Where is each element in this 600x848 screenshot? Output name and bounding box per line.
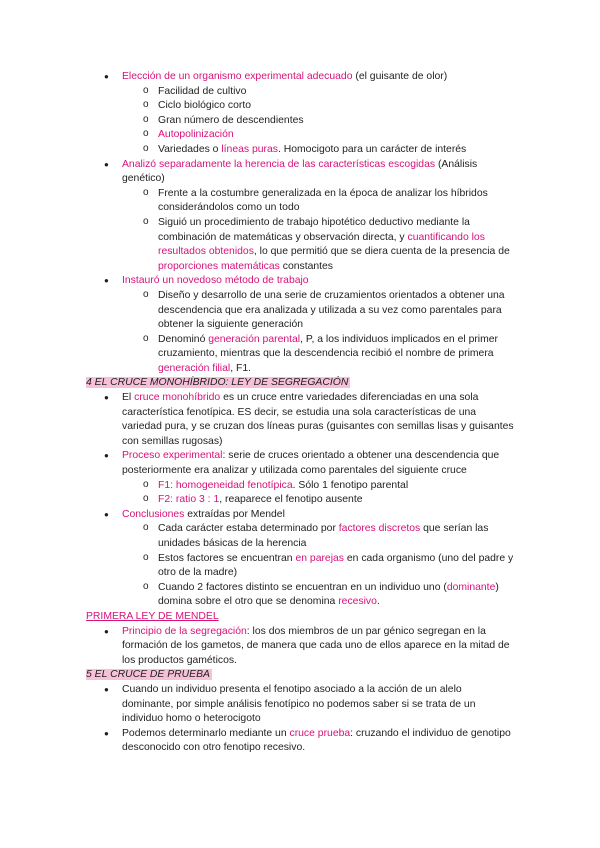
body-text: : serie de cruces orientado a obtener una descendencia que posteriormente era analizar y utilizada como parentales del siguiente cruce [122, 450, 500, 477]
heading-text: PRIMERA LEY DE MENDEL [86, 610, 219, 622]
bullet-cuando [0, 683, 600, 727]
body-text: : cruzando el individuo de genotipo desconocido con otro fenotipo recesivo. [122, 727, 511, 754]
section-heading-cruce-prueba [86, 668, 600, 683]
section-heading-monohibrido [86, 376, 600, 391]
body-text: es un cruce entre variedades diferenciadas en una sola característica fenotípica. ES decir, se estudia una sola características de una variedad pura, y se cruzan dos líneas puras (guisantes con semillas lisas y guisantes con semillas rugosas) [122, 392, 514, 447]
body-text: Frente a la costumbre generalizada en la época de analizar los híbridos considerándolos como un todo [158, 187, 488, 214]
body-text: , reaparece el fenotipo ausente [219, 494, 363, 506]
highlight-text: F2: ratio 3 : 1 [158, 494, 220, 506]
body-text: ) domina sobre el otro que se denomina [158, 581, 499, 608]
bullet-proceso [0, 449, 600, 478]
bullet-principio [0, 625, 600, 669]
body-text: Denominó [158, 333, 209, 345]
bullet-organismo [0, 70, 600, 85]
highlight-text: cruce monohíbrido [134, 392, 221, 404]
subitem-cultivo [0, 85, 600, 100]
body-text: Variedades o [158, 143, 222, 155]
subitem-factores [0, 522, 600, 551]
subitem-siguio [0, 216, 600, 274]
highlight-text: factores discretos [338, 523, 421, 535]
subitem-f1 [0, 479, 600, 494]
body-text: . Sólo 1 fenotipo parental [292, 479, 409, 491]
highlight-text: Elección de un organismo experimental adecuado [122, 71, 353, 82]
body-text: . [376, 596, 380, 608]
highlight-text: Principio de la segregación [122, 625, 247, 637]
subitem-parejas [0, 552, 600, 581]
body-text: constantes [279, 260, 333, 272]
bullet-conclusiones [0, 508, 600, 523]
subitem-dominante [0, 581, 600, 610]
body-text: (Análisis genético) [122, 158, 478, 185]
body-text: Podemos determinarlo mediante un [122, 727, 290, 739]
subitem-variedades [0, 143, 600, 158]
bullet-podemos [0, 727, 600, 756]
body-text: en cada organismo (uno del padre y otro de la madre) [158, 552, 514, 579]
body-text: Ciclo biológico corto [158, 100, 251, 112]
highlight-text: recesivo [338, 596, 377, 608]
body-text: (el guisante de olor) [352, 71, 448, 82]
highlight-text: cuantificando los resultados obtenidos [158, 231, 485, 258]
body-text: Siguió un procedimiento de trabajo hipotético deductivo mediante la combinación de matemáticas y observación directa, y [158, 216, 470, 243]
body-text: Gran número de descendientes [158, 114, 304, 126]
heading-text: 5 EL CRUCE DE PRUEBA [86, 669, 210, 681]
document-page [0, 70, 600, 756]
body-text: , F1. [230, 362, 251, 374]
body-text: , P, a los individuos implicados en el primer cruzamiento, mientras que la descendencia recibió el nombre de primera [158, 333, 499, 360]
bullet-instauro [0, 274, 600, 289]
body-text: El [122, 392, 135, 404]
subitem-ciclo [0, 99, 600, 114]
subitem-frente [0, 187, 600, 216]
body-text: Estos factores se encuentran [158, 552, 296, 564]
body-text: Cuando 2 factores distinto se encuentran en un individuo uno ( [158, 581, 447, 593]
subitem-diseno [0, 289, 600, 333]
subitem-descendientes [0, 114, 600, 129]
subitem-autopolinizacion [0, 128, 600, 143]
highlight-text: generación filial [158, 362, 231, 374]
subitem-denomino [0, 333, 600, 377]
body-text: Cada carácter estaba determinado por [158, 523, 339, 535]
highlight-text: proporciones matemáticas [158, 260, 280, 272]
highlight-text: Analizó separadamente la herencia de las características escogidas [122, 158, 436, 170]
highlight-text: dominante [446, 581, 496, 593]
highlight-text: Autopolinización [158, 129, 234, 141]
bullet-analizo [0, 158, 600, 187]
bullet-cruce-monohibrido [0, 391, 600, 449]
body-text: . Homocigoto para un carácter de interés [277, 143, 467, 155]
body-text: que serían las unidades básicas de la herencia [158, 523, 489, 549]
highlight-text: Proceso experimental [122, 450, 223, 462]
highlight-text: F1: homogeneidad fenotípica [158, 479, 293, 491]
highlight-text: Instauró un novedoso método de trabajo [122, 275, 309, 287]
section-heading-primera-ley [86, 610, 600, 625]
heading-text: 4 EL CRUCE MONOHÍBRIDO: LEY DE SEGREGACIÓN [86, 377, 349, 389]
body-text: extraídas por Mendel [184, 508, 285, 520]
body-text: , lo que permitió que se diera cuenta de la presencia de [253, 246, 510, 258]
highlight-text: cruce prueba [289, 727, 351, 739]
highlight-text: generación parental [208, 333, 301, 345]
highlight-text: líneas puras [221, 143, 278, 155]
body-text: Facilidad de cultivo [158, 85, 247, 97]
highlight-text: Conclusiones [122, 508, 185, 520]
body-text: Cuando un individuo presenta el fenotipo asociado a la acción de un alelo dominante, por simple análisis fenotípico no podemos saber si se trata de un individuo homo o heterocigoto [122, 683, 476, 725]
body-text: : los dos miembros de un par génico segregan en la formación de los gametos, de manera que cada uno de ellos aparece en la mitad de los productos gaméticos. [122, 625, 510, 666]
body-text: Diseño y desarrollo de una serie de cruzamientos orientados a obtener una descendencia que era analizada y utilizada a su vez como parentales para obtener la siguiente generación [158, 289, 505, 331]
subitem-f2 [0, 493, 600, 508]
highlight-text: en parejas [295, 552, 344, 564]
